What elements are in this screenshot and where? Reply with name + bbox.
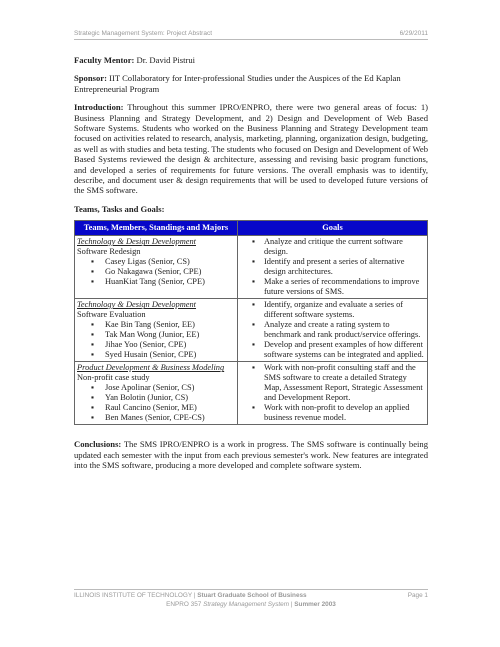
member-name: Tak Man Wong (Junior, EE) <box>105 330 200 340</box>
table-row <box>75 362 428 425</box>
member-name: Casey Ligas (Senior, CS) <box>105 257 190 267</box>
footer-course-sep: | <box>289 601 295 608</box>
member-item <box>93 350 235 360</box>
member-item <box>93 403 235 413</box>
header-title: Strategic Management System: Project Abstract <box>74 30 213 37</box>
member-item <box>93 393 235 403</box>
introduction-text: Throughout this summer IPRO/ENPRO, there were two general areas of focus: 1) Business Planning and Strategy Development, and 2) Design and Development of Web Based Software Systems. Students who worked on the Business Planning and Strategy Development team focused on activities related to research, analysis, marketing, planning, organization design, budgeting, as well as with studies and beta testing. The students who focused on Design and Development of Web Based Systems reviewed the design & architecture, assessing and revising basic program functions, and developed a series of requirements for future versions. The overall emphasis was to identify, describe, and document user & design requirements that will be used to developed future versions of the SMS software. <box>74 102 428 196</box>
footer-grad-school: Stuart Graduate School of Business <box>197 592 307 599</box>
member-name: Syed Husain (Senior, CPE) <box>105 350 197 360</box>
teams-table <box>74 220 428 425</box>
goal-list <box>240 237 425 297</box>
member-name: Raul Cancino (Senior, ME) <box>105 403 197 413</box>
conclusions-text: The SMS IPRO/ENPRO is a work in progress. The SMS software is continually being updated each semester with the input from each previous semester's work. New features are integrated into the SMS software, producing a more developed and complete software system. <box>74 439 428 471</box>
table-row <box>75 236 428 299</box>
member-item <box>93 277 235 287</box>
member-name: HuanKiat Tang (Senior, CPE) <box>105 277 205 287</box>
team-title: Technology & Design Development <box>77 237 197 247</box>
member-name: Jihae Yoo (Senior, CPE) <box>105 340 187 350</box>
footer-institution <box>74 592 307 599</box>
teams-table-body <box>75 236 428 425</box>
sponsor-label: Sponsor: <box>74 73 107 84</box>
footer-page-number: Page 1 <box>407 592 428 599</box>
goal-item: ▪ Identify and present a series of alternative design architectures. <box>252 257 425 277</box>
footer-course-code: ENPRO 357 <box>166 601 202 608</box>
goal-item: ▪ Identify, organize and evaluate a series of different software systems. <box>252 300 425 320</box>
team-title: Technology & Design Development <box>77 300 197 310</box>
faculty-mentor-value: Dr. David Pistrui <box>136 55 196 65</box>
member-name: Yan Bolotin (Junior, CS) <box>105 393 189 403</box>
footer-school: ILLINOIS INSTITUTE OF TECHNOLOGY <box>74 592 193 599</box>
member-item <box>93 320 235 330</box>
member-list <box>77 320 235 360</box>
goal-item: ▪ Develop and present examples of how different software systems can be integrated and applied. <box>252 340 425 360</box>
team-cell <box>75 299 238 362</box>
member-list <box>77 383 235 423</box>
goals-cell <box>238 299 428 362</box>
member-name: Kae Bin Tang (Senior, EE) <box>105 320 195 330</box>
goal-item: ▪ Work with non-profit to develop an applied business revenue model. <box>252 403 425 423</box>
conclusions <box>74 439 428 470</box>
col-header-goals: Goals <box>238 221 428 236</box>
member-name: Jose Apolinar (Senior, CS) <box>105 383 195 393</box>
introduction <box>74 102 428 196</box>
member-item <box>93 330 235 340</box>
page-header <box>74 30 428 40</box>
member-list <box>77 257 235 287</box>
sponsor <box>74 73 428 94</box>
footer-course <box>74 601 428 608</box>
footer-course-name: Strategy Management System <box>203 601 290 608</box>
goal-item: ▪ Work with non-profit consulting staff and the SMS software to create a detailed Strategy Map, Assessment Report, Strategic Assessment and Development Report. <box>252 363 425 403</box>
member-item <box>93 413 235 423</box>
faculty-mentor <box>74 55 428 65</box>
goal-list <box>240 363 425 423</box>
page-footer <box>74 589 428 608</box>
footer-sep: | <box>192 592 198 599</box>
member-item <box>93 267 235 277</box>
goals-cell <box>238 362 428 425</box>
header-date: 6/29/2011 <box>399 30 428 37</box>
footer-term: Summer 2003 <box>294 601 336 608</box>
sponsor-value: IIT Collaboratory for Inter-professional Studies under the Auspices of the Ed Kaplan Entrepreneurial Program <box>74 73 401 94</box>
goal-list <box>240 300 425 360</box>
goal-item: ▪ Make a series of recommendations to improve future versions of SMS. <box>252 277 425 297</box>
member-name: Ben Manes (Senior, CPE-CS) <box>105 413 205 423</box>
team-subtitle: Software Evaluation <box>77 310 146 320</box>
faculty-mentor-label: Faculty Mentor: <box>74 55 135 65</box>
document-body <box>74 55 428 479</box>
col-header-teams: Teams, Members, Standings and Majors <box>75 221 238 236</box>
team-cell <box>75 236 238 299</box>
introduction-label: Introduction: <box>74 102 124 113</box>
goal-item: ▪ Analyze and create a rating system to benchmark and rank product/service offerings. <box>252 320 425 340</box>
teams-heading: Teams, Tasks and Goals: <box>74 203 165 214</box>
member-item <box>93 257 235 267</box>
team-cell <box>75 362 238 425</box>
goals-cell <box>238 236 428 299</box>
table-row <box>75 299 428 362</box>
goal-item: ▪ Analyze and critique the current software design. <box>252 237 425 257</box>
member-item <box>93 340 235 350</box>
team-subtitle: Non-profit case study <box>77 373 150 383</box>
team-title: Product Development & Business Modeling <box>77 363 225 373</box>
member-name: Go Nakagawa (Senior, CPE) <box>105 267 202 277</box>
member-item <box>93 383 235 393</box>
conclusions-label: Conclusions: <box>74 439 122 450</box>
team-subtitle: Software Redesign <box>77 247 141 257</box>
